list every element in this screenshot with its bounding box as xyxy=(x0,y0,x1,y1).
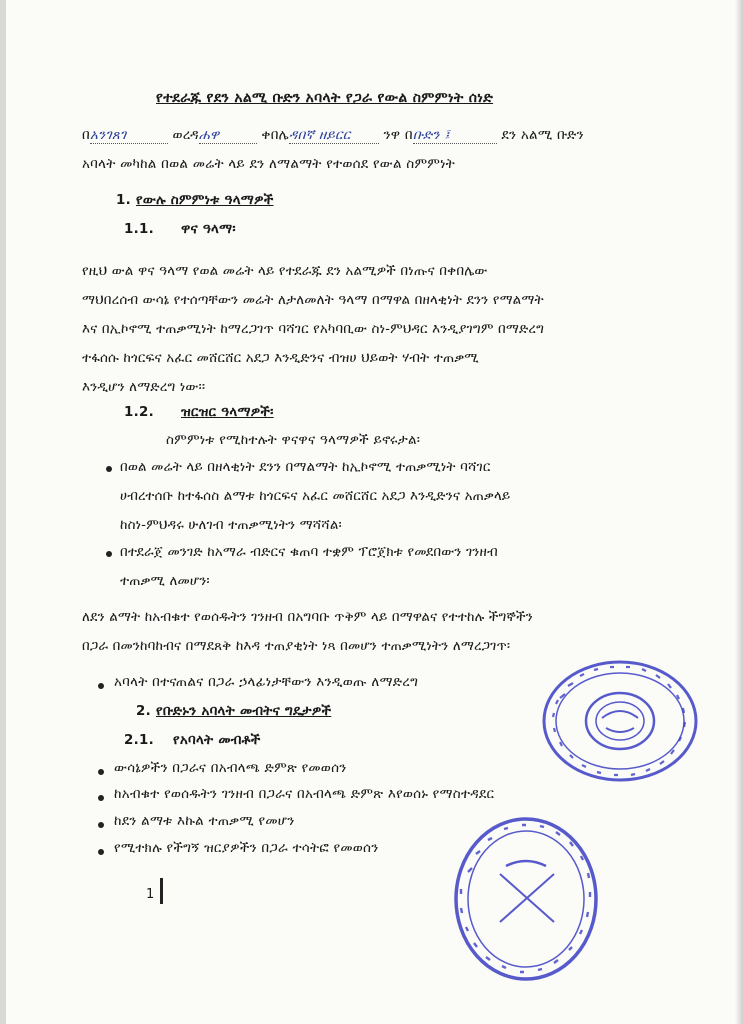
section-1-1-paragraph xyxy=(82,257,682,402)
section-1-2-intro: ስምምነቱ የሚከተሉት ዋናዋና ዓላማዎች ይኖሩታል፡ xyxy=(166,433,421,448)
kebele-word: ቀበሌ xyxy=(261,128,289,143)
bullet-line: ሀብረተሰቡ ከተፋሰስ ልማቱ ከጎርፍና አፈር መሸርሸር አደጋ እንዲድንና አጠቃላይ xyxy=(120,489,511,504)
objective-bullet-1 xyxy=(120,453,680,540)
official-stamp-seal xyxy=(540,658,700,784)
wereda-word: ወረዳ xyxy=(172,128,199,143)
intro-line-2: አባላት መካከል በወል መሬት ላይ ደን ለማልማት የተወሰደ የውል ስምምነት xyxy=(82,157,456,172)
wereda-handwritten: ሐዋ xyxy=(198,128,220,143)
kebele-blank xyxy=(289,128,379,144)
objective-bullet-3: አባላት በተናጠልና በጋራ ኃላፊነታቸውን እንዲወጡ ለማድረግ xyxy=(114,675,419,690)
region-handwritten: አንገጸገ xyxy=(89,128,127,143)
bullet-dot xyxy=(98,795,104,801)
section-2-1-title: የአባላት መብቶች xyxy=(172,733,261,748)
section-2-heading xyxy=(136,704,331,719)
bullet-line: በወል መሬት ላይ በዘላቂነት ደንን በማልማት ከኢኮኖሚ ተጠቃሚነት ባሻገር xyxy=(120,460,491,475)
right-item-2: ከአብቁተ የወሰዱትን ገንዘብ በጋራና በአብላጫ ድምጽ እየወሰኑ የማስተዳደር xyxy=(114,787,495,802)
bullet-line: ከስነ-ምህዳሩ ሁለገብ ተጠቃሚነትን ማሻሻል፡ xyxy=(120,518,342,533)
section-2-number: 2. xyxy=(136,704,152,719)
page-number-bar xyxy=(160,878,163,904)
paragraph-line: እና በኢኮኖሚ ተጠቃሚነት ከማረጋገጥ ባሻገር የአካባቢው ስነ-ምህዳር እንዲያገግም በማድረግ xyxy=(82,322,545,337)
page-edge-shadow xyxy=(735,0,743,1024)
section-2-1-number: 2.1. xyxy=(124,733,155,748)
page-number: 1 xyxy=(146,887,155,902)
right-item-3: ከደን ልማቱ እኩል ተጠቃሚ የመሆን xyxy=(114,814,295,829)
bullet-dot xyxy=(106,466,112,472)
region-blank xyxy=(90,128,168,144)
intro-line-1 xyxy=(82,128,584,144)
paragraph-line: የዚህ ውል ዋና ዓላማ የወል መሬት ላይ የተደራጁ ደን አልሚዎች በነጡና በቀበሌው xyxy=(82,264,488,279)
section-2-1-heading xyxy=(124,733,261,748)
paragraph-2 xyxy=(82,603,682,661)
official-stamp-round xyxy=(450,814,602,984)
bullet-dot xyxy=(98,683,104,689)
bullet-dot xyxy=(106,551,112,557)
bullet-line: ተጠቃሚ ለመሆን፡ xyxy=(120,574,210,589)
right-item-1: ውሳኔዎችን በጋራና በአብላጫ ድምጽ የመወሰን xyxy=(114,761,347,776)
paragraph-line: ለደን ልማት ከአብቁተ የወሰዱትን ገንዘብ በአግባቡ ጥቅም ላይ በማዋልና የተተከሉ ችግኞችን xyxy=(82,610,533,625)
intro-prefix-2: በ xyxy=(404,128,413,143)
place-blank xyxy=(413,128,497,144)
section-1-1-title: ዋና ዓላማ፡ xyxy=(180,222,236,237)
paragraph-line: ማህበረሰብ ውሳኔ የተሰጣቸውን መሬት ለታለመለት ዓላማ በማዋል በዘላቂነት ደንን የማልማት xyxy=(82,293,544,308)
right-item-4: የሚተክሉ የችግኝ ዝርያዎችን በጋራ ተሳትፎ የመወሰን xyxy=(114,841,379,856)
paragraph-line: እንዲሆን ለማድረግ ነው፡፡ xyxy=(82,380,206,395)
section-1-heading xyxy=(116,193,274,208)
paragraph-line: ተፋሰሱ ከጎርፍና አፈር መሸርሸር አደጋ እንዲድንና ብዝሀ ህይወት ሃብት ተጠቃሚ xyxy=(82,351,479,366)
document-page xyxy=(6,0,743,1024)
intro-line1-end: ደን አልሚ ቡድን xyxy=(501,128,584,143)
document-title: የተደራጁ የደን አልሚ ቡድን አባላት የጋራ የውል ስምምነት ሰነድ xyxy=(156,90,494,106)
bullet-dot xyxy=(98,849,104,855)
section-1-2-heading xyxy=(124,405,274,420)
section-1-title: የውሉ ስምምነቱ ዓላማዎች xyxy=(135,193,274,208)
objective-bullet-2 xyxy=(120,538,680,596)
kebele-handwritten: ዳበኛ ዘይርር xyxy=(288,128,351,143)
wereda-blank xyxy=(199,128,257,144)
section-1-1-number: 1.1. xyxy=(124,222,155,237)
section-1-2-title: ዝርዝር ዓላማዎች፡ xyxy=(180,405,274,420)
section-2-title: የቡድኑን አባላት መብትና ግዴታዎች xyxy=(155,704,332,719)
section-1-1-heading xyxy=(124,222,236,237)
place-handwritten: ቡድን ፤ xyxy=(412,128,451,143)
intro-prefix: በ xyxy=(82,128,90,143)
bullet-dot xyxy=(98,769,104,775)
section-1-2-number: 1.2. xyxy=(124,405,155,420)
section-1-number: 1. xyxy=(116,193,132,208)
bullet-line: በተደራጀ መንገድ ከአማራ ብድርና ቁጠባ ተቋም ፕሮጀክቱ የመደበውን ገንዘብ xyxy=(120,545,498,560)
bullet-dot xyxy=(98,822,104,828)
paragraph-line: በጋራ በመንከባከብና በማደጸቅ ከእዳ ተጠያቂነት ነጻ በመሆን ተጠቃሚነትን ለማረጋገጥ፡ xyxy=(82,639,511,654)
nu-word: ንዋ xyxy=(383,128,401,143)
